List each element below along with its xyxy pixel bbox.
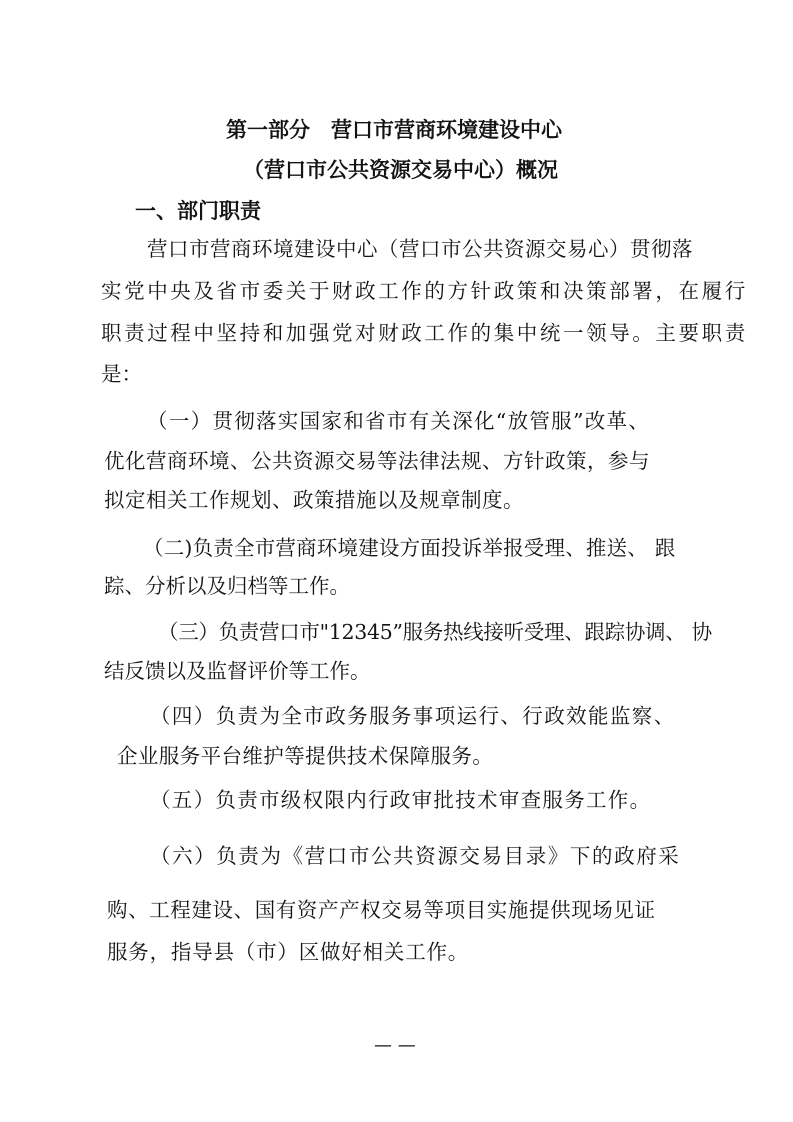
duty-line: 企业服务平台维护等提供技术保障服务。 [117,744,494,768]
duty-line: （六）负责为《营口市公共资源交易目录》下的政府采 [150,844,681,868]
duty-line: （一）贯彻落实国家和省市有关深化“放管服”改革、 [147,409,651,433]
duty-line: 拟定相关工作规划、政策措施以及规章制度。 [104,488,524,512]
intro-line: 实党中央及省市委关于财政工作的方针政策和决策部署，在履行 [101,279,748,303]
section-heading-duties: 一、部门职责 [135,199,261,223]
document-title-line-2: （营口市公共资源交易中心）概况 [243,158,558,182]
document-title-line-1: 第一部分 营口市营商环境建设中心 [226,118,562,142]
duty-line: （三）负责营口市"12345”服务热线接听受理、跟踪协调、 协 [158,620,712,644]
duty-line: （四）负责为全市政务服务事项运行、行政效能监察、 [150,704,676,728]
duty-line: 优化营商环境、公共资源交易等法律法规、方针政策，参与 [104,449,650,473]
duty-line: 购、工程建设、国有资产产权交易等项目实施提供现场见证 [107,898,656,922]
intro-line: 职责过程中坚持和加强党对财政工作的集中统一领导。主要职责 [101,321,748,345]
duty-line: （五）负责市级权限内行政审批技术审查服务工作。 [150,788,652,812]
intro-line: 营口市营商环境建设中心（营口市公共资源交易心）贯彻落 [147,237,693,261]
intro-line: 是： [101,362,142,386]
duty-line: 服务，指导县（市）区做好相关工作。 [107,940,470,964]
duty-line: 结反馈以及监督评价等工作。 [104,659,371,683]
page-number-footer: — — [374,1035,416,1056]
duty-line: 踪、分析以及归档等工作。 [104,574,350,598]
duty-line: （二)负责全市营商环境建设方面投诉举报受理、推送、 跟 [143,536,676,560]
